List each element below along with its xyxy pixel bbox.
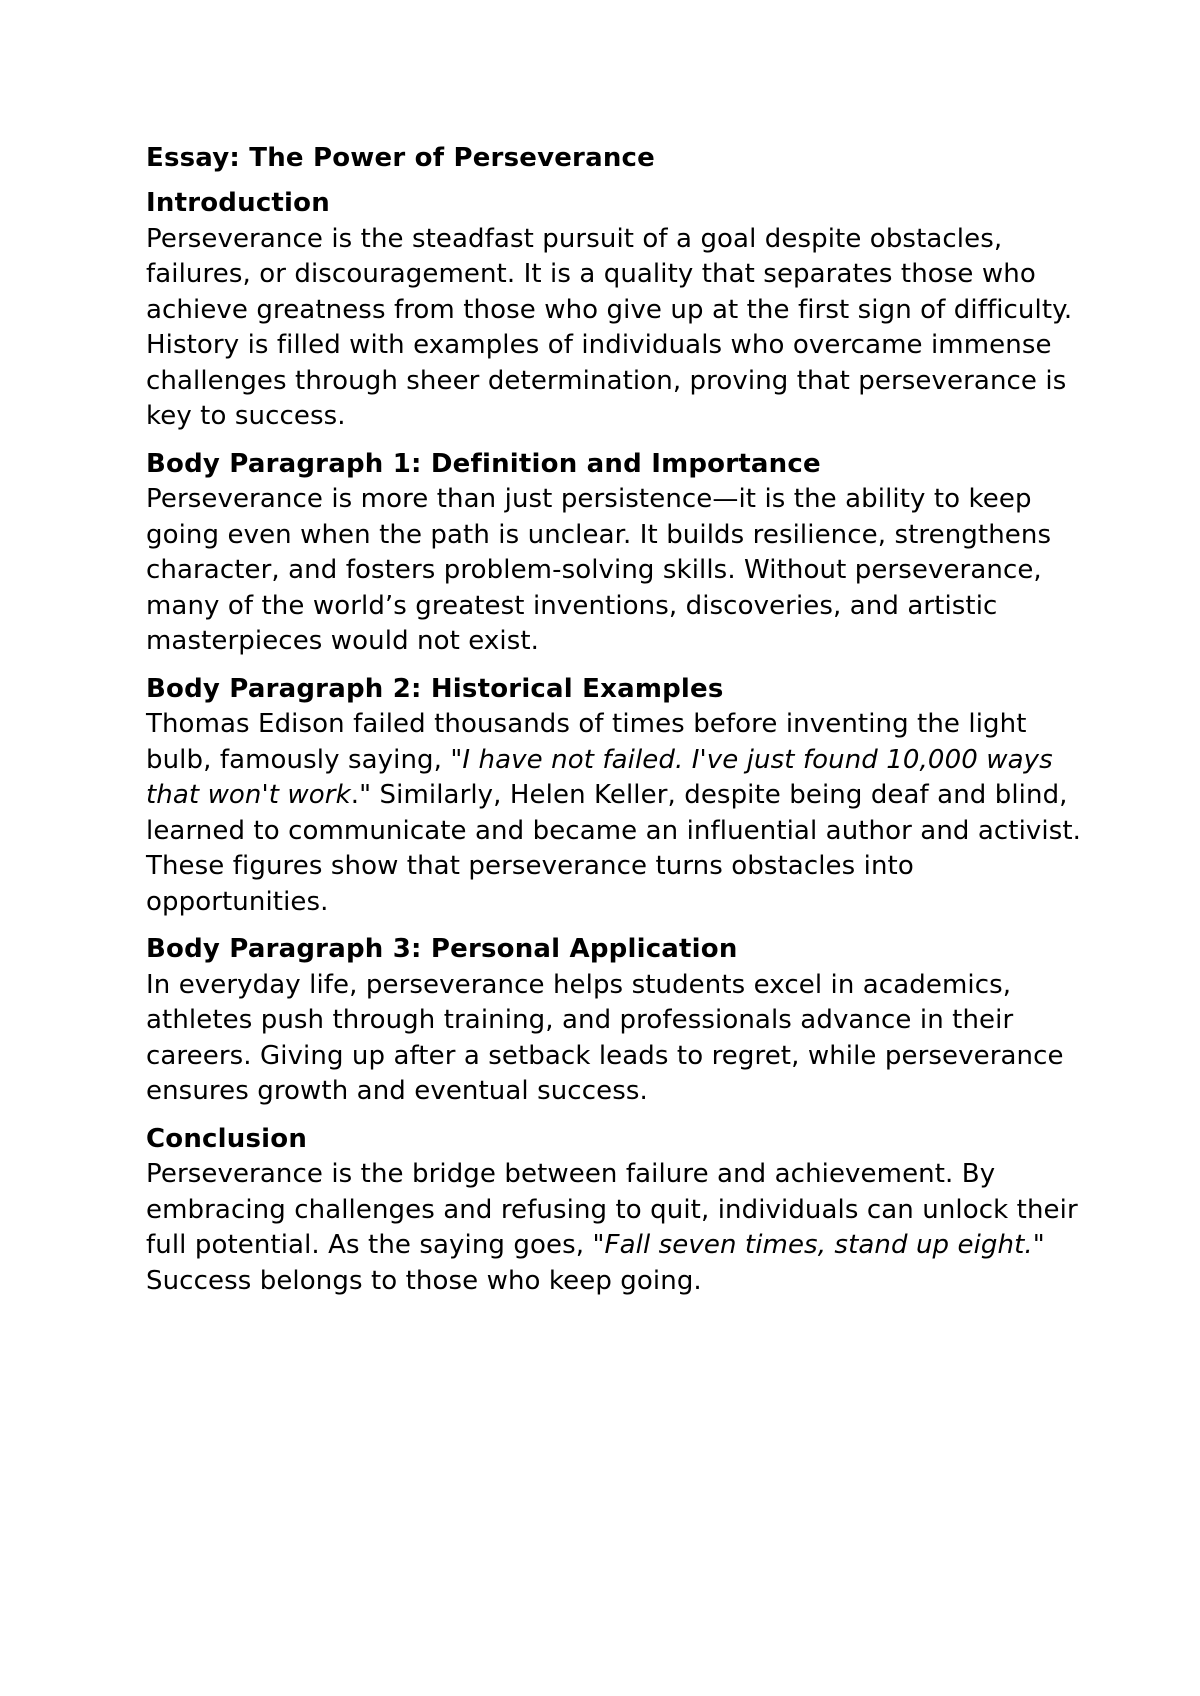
section-heading: Introduction bbox=[146, 188, 330, 218]
section-body: Perseverance is the steadfast pursuit of a goal despite obstacles, failures, or discouragement. It is a quality that separates those who achieve greatness from those who give up at the first sign of difficulty. History is filled with examples of individuals who overcame immense challenges through sheer determination, proving that perseverance is key to success. bbox=[146, 223, 1073, 431]
document-page bbox=[146, 140, 1086, 1311]
section-heading: Conclusion bbox=[146, 1123, 308, 1154]
section-conclusion bbox=[146, 1122, 1086, 1300]
section-heading: Body Paragraph 2: Historical Examples bbox=[146, 673, 724, 704]
section-body-paragraph-2 bbox=[146, 672, 1086, 921]
body-text: " Success belongs to those who keep going. bbox=[146, 1230, 1045, 1296]
section-introduction bbox=[146, 186, 1086, 435]
section-body-paragraph-1 bbox=[146, 447, 1086, 660]
body-text: ." Similarly, Helen Keller, despite being deaf and blind, learned to communicate and became an influential author and activist. These figures show that perseverance turns obstacles into opportunities. bbox=[146, 780, 1082, 917]
document-title: Essay: The Power of Perseverance bbox=[146, 143, 655, 173]
section-body: In everyday life, perseverance helps students excel in academics, athletes push through training, and professionals advance in their careers. Giving up after a setback leads to regret, while perseverance ensures growth and eventual success. bbox=[146, 969, 1064, 1106]
saying-quote: Fall seven times, stand up eight. bbox=[604, 1230, 1033, 1260]
section-body bbox=[146, 707, 1086, 920]
section-body bbox=[146, 1157, 1086, 1299]
body-text: Perseverance is the bridge between failure and achievement. By embracing challenges and refusing to quit, individuals can unlock their full potential. As the saying goes, " bbox=[146, 1159, 1078, 1260]
section-body-paragraph-3 bbox=[146, 932, 1086, 1110]
body-text: Thomas Edison failed thousands of times before inventing the light bulb, famously saying, " bbox=[146, 709, 1027, 775]
section-body: Perseverance is more than just persistence—it is the ability to keep going even when the path is unclear. It builds resilience, strengthens character, and fosters problem-solving skills. Without perseverance, many of the world’s greatest inventions, discoveries, and artistic masterpieces would not exist. bbox=[146, 484, 1052, 656]
edison-quote: I have not failed. I've just found 10,000 ways that won't work bbox=[146, 744, 1053, 810]
section-heading: Body Paragraph 3: Personal Application bbox=[146, 934, 738, 964]
section-heading: Body Paragraph 1: Definition and Importance bbox=[146, 448, 821, 479]
